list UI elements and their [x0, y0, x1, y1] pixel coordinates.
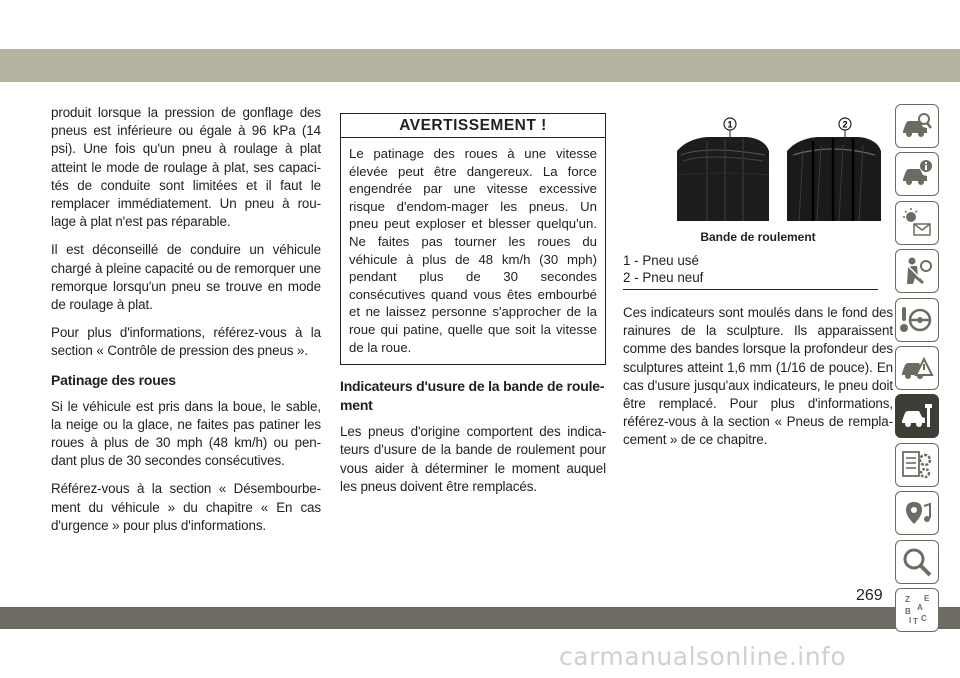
svg-text:C: C — [921, 613, 927, 623]
heading-wheel-spin: Patinage des roues — [51, 371, 176, 388]
svg-text:Z: Z — [905, 594, 910, 604]
tab-multimedia[interactable] — [895, 491, 939, 535]
svg-text:B: B — [905, 606, 911, 616]
search-icon — [900, 545, 934, 579]
marker-1: 1 — [727, 119, 733, 130]
tab-car-hazard[interactable] — [895, 346, 939, 390]
alphabet-index-icon — [900, 593, 934, 627]
watermark-text: carmanualsonline.info — [559, 642, 847, 671]
chapter-tabs — [895, 104, 939, 636]
paragraph-unstuck-ref: Référez-vous à la section « Désembourbe-ment du véhicule » du chapitre « En cas d'urgence » pour plus d'informations. — [51, 481, 321, 533]
tab-alphabet-index[interactable] — [895, 588, 939, 632]
tab-car-service[interactable] — [895, 394, 939, 438]
figure-legend — [623, 252, 878, 290]
paragraph-pressure-ref: Pour plus d'informations, référez-vous à la section « Contrôle de pression des pneus ». — [51, 325, 321, 359]
legend-item-2: 2 - Pneu neuf — [623, 270, 704, 285]
header-band — [0, 49, 960, 82]
svg-text:A: A — [917, 602, 923, 612]
checklist-gear-icon — [900, 448, 934, 482]
paragraph-runflat: produit lorsque la pression de gonflage des pneus est inférieure ou égale à 96 kPa (14 psi). Une fois qu'un pneu à roulage à plat atteint le mode de roulage à plat, ses capaci-tés de conduite sont limitées et il faut le remplacer immédiatement. Un pneu à rou-lage à plat n'est pas réparable. — [51, 105, 321, 230]
paragraph-wheel-spin: Si le véhicule est pris dans la boue, le sable, la neige ou la glace, ne faites pas patiner les roues à plus de 30 mph (48 km/h) ou pen-dant plus de 30 secondes consécutives. — [51, 398, 321, 469]
tread-figure — [647, 115, 901, 221]
tab-car-search[interactable] — [895, 104, 939, 148]
footer-band — [0, 607, 960, 629]
warning-text: Le patinage des roues à une vitesse élevée peut être dangereux. La force engendrée par une vitesse excessive risque d'endom-mager les pneus. Un pneu peut exploser et blesser quelqu'un. Ne faites pas tourner les roues du véhicule à plus de 48 km/h (30 mph) pendant plus de 30 secondes consécutives quand vous êtes embourbé et ne laissez personne s'approcher de la roue qui patine, quelle que soit la vitesse de la roue. — [349, 146, 597, 355]
marker-2: 2 — [842, 119, 848, 130]
car-service-icon — [900, 399, 934, 433]
warning-box — [340, 113, 606, 365]
tab-warning-lights[interactable] — [895, 201, 939, 245]
tab-seatbelt-airbag[interactable] — [895, 249, 939, 293]
legend-item-1: 1 - Pneu usé — [623, 253, 699, 268]
svg-text:E: E — [924, 593, 930, 603]
figure-caption: Bande de roulement — [700, 230, 816, 244]
column-right — [623, 113, 893, 460]
seatbelt-airbag-icon — [900, 254, 934, 288]
svg-text:I: I — [909, 615, 912, 625]
paragraph-wear-indicators: Les pneus d'origine comportent des indica-teurs d'usure de la bande de roulement pour vous aider à déterminer le moment auquel les pneus doivent être remplacés. — [340, 424, 606, 494]
steering-wheel-icon — [900, 303, 934, 337]
multimedia-icon — [900, 496, 934, 530]
new-tire-image — [787, 137, 881, 221]
tab-checklist-gear[interactable] — [895, 443, 939, 487]
car-search-icon — [900, 109, 934, 143]
paragraph-load-warning: Il est déconseillé de conduire un véhicule chargé à pleine capacité ou de remorquer une remorque lorsqu'un pneu se trouve en mode de roulage à plat. — [51, 242, 321, 313]
tab-search[interactable] — [895, 540, 939, 584]
paragraph-indicators-detail: Ces indicateurs sont moulés dans le fond des rainures de la sculpture. Ils apparaissent comme des bandes lorsque la profondeur des sculptures atteint 1,6 mm (1/16 de pouce). En cas d'usure jusqu'aux indicateurs, le pneu doit être remplacé. Pour plus d'informations, référez-vous à la section « Pneus de rempla-cement » de ce chapitre. — [623, 305, 893, 448]
tab-car-info[interactable] — [895, 152, 939, 196]
column-left — [51, 104, 321, 545]
page-number: 269 — [856, 587, 883, 604]
heading-wear-indicators: Indicateurs d'usure de la bande de roule-ment — [340, 378, 605, 414]
svg-text:T: T — [913, 616, 918, 626]
car-info-icon — [900, 157, 934, 191]
warning-title: AVERTISSEMENT ! — [341, 114, 605, 138]
warning-lights-icon — [900, 206, 934, 240]
column-middle — [340, 113, 606, 506]
worn-tire-image — [677, 137, 769, 221]
tab-steering-wheel[interactable] — [895, 298, 939, 342]
car-hazard-icon — [900, 351, 934, 385]
